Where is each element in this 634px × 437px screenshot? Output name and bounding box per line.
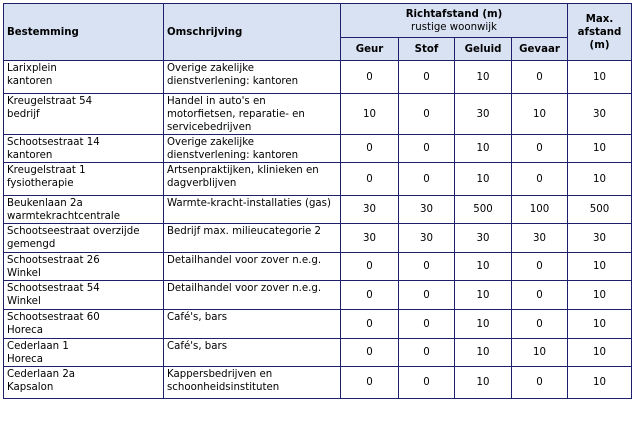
cell-stof: 30 [399, 224, 455, 253]
table-row [4, 61, 632, 94]
cell-geur: 0 [341, 135, 399, 163]
header-omschrijving: Omschrijving [164, 4, 341, 61]
bestemming-type: Kapsalon [7, 382, 54, 393]
bestemming-type: bedrijf [7, 109, 40, 120]
table-row [4, 310, 632, 339]
header-stof: Stof [399, 38, 455, 61]
cell-stof: 0 [399, 94, 455, 135]
distance-table [3, 3, 632, 399]
cell-bestemming [4, 367, 164, 399]
cell-omschrijving: Kappersbedrijven en schoonheidsinstituten [164, 367, 341, 399]
cell-bestemming [4, 281, 164, 310]
cell-gevaar: 10 [512, 94, 568, 135]
cell-stof: 0 [399, 163, 455, 196]
cell-gevaar: 0 [512, 310, 568, 339]
cell-bestemming [4, 61, 164, 94]
header-richtafstand-subtitle: rustige woonwijk [411, 21, 497, 33]
cell-bestemming [4, 135, 164, 163]
cell-omschrijving: Overige zakelijke dienstverlening: kantoren [164, 135, 341, 163]
bestemming-location: Kreugelstraat 54 [7, 96, 93, 107]
cell-geluid: 500 [455, 196, 512, 224]
cell-max: 10 [568, 163, 632, 196]
cell-bestemming [4, 196, 164, 224]
cell-omschrijving: Detailhandel voor zover n.e.g. [164, 281, 341, 310]
cell-bestemming [4, 253, 164, 281]
cell-geluid: 10 [455, 253, 512, 281]
header-gevaar: Gevaar [512, 38, 568, 61]
cell-geluid: 10 [455, 310, 512, 339]
cell-geluid: 10 [455, 339, 512, 367]
header-richtafstand [341, 4, 568, 38]
cell-geur: 0 [341, 61, 399, 94]
bestemming-location: Kreugelstraat 1 [7, 165, 86, 176]
bestemming-location: Larixplein [7, 63, 57, 74]
cell-geur: 0 [341, 339, 399, 367]
cell-gevaar: 100 [512, 196, 568, 224]
bestemming-location: Schootsestraat 54 [7, 283, 100, 294]
cell-stof: 0 [399, 281, 455, 310]
header-row-1 [4, 4, 632, 38]
cell-bestemming [4, 94, 164, 135]
cell-geur: 0 [341, 367, 399, 399]
cell-max: 10 [568, 281, 632, 310]
bestemming-location: Schootsestraat 26 [7, 255, 100, 266]
cell-stof: 0 [399, 310, 455, 339]
table-row [4, 196, 632, 224]
cell-geur: 0 [341, 163, 399, 196]
header-bestemming: Bestemming [4, 4, 164, 61]
cell-gevaar: 0 [512, 367, 568, 399]
cell-geluid: 30 [455, 94, 512, 135]
header-geluid: Geluid [455, 38, 512, 61]
bestemming-location: Schootseestraat overzijde [7, 226, 140, 237]
bestemming-type: gemengd [7, 239, 56, 250]
bestemming-location: Schootsestraat 60 [7, 312, 100, 323]
cell-omschrijving: Detailhandel voor zover n.e.g. [164, 253, 341, 281]
bestemming-type: Winkel [7, 296, 41, 307]
bestemming-location: Cederlaan 1 [7, 341, 69, 352]
cell-gevaar: 30 [512, 224, 568, 253]
bestemming-type: Winkel [7, 268, 41, 279]
cell-omschrijving: Café's, bars [164, 339, 341, 367]
header-max-afstand: Max. afstand (m) [568, 4, 632, 61]
cell-geur: 0 [341, 281, 399, 310]
bestemming-type: kantoren [7, 150, 53, 161]
bestemming-location: Beukenlaan 2a [7, 198, 83, 209]
header-richtafstand-title: Richtafstand (m) [405, 8, 503, 20]
cell-geur: 10 [341, 94, 399, 135]
table-row [4, 135, 632, 163]
cell-gevaar: 0 [512, 61, 568, 94]
header-geur: Geur [341, 38, 399, 61]
cell-omschrijving: Bedrijf max. milieucategorie 2 [164, 224, 341, 253]
cell-gevaar: 10 [512, 339, 568, 367]
table-row [4, 94, 632, 135]
cell-omschrijving: Café's, bars [164, 310, 341, 339]
cell-max: 10 [568, 253, 632, 281]
cell-geluid: 30 [455, 224, 512, 253]
cell-omschrijving: Warmte-kracht-installaties (gas) [164, 196, 341, 224]
cell-max: 10 [568, 367, 632, 399]
cell-geur: 0 [341, 310, 399, 339]
bestemming-location: Cederlaan 2a [7, 369, 76, 380]
cell-stof: 0 [399, 61, 455, 94]
cell-geur: 30 [341, 224, 399, 253]
cell-gevaar: 0 [512, 163, 568, 196]
table-body [4, 61, 632, 399]
cell-max: 30 [568, 224, 632, 253]
cell-stof: 30 [399, 196, 455, 224]
cell-bestemming [4, 310, 164, 339]
cell-max: 500 [568, 196, 632, 224]
cell-max: 10 [568, 310, 632, 339]
bestemming-type: warmtekrachtcentrale [7, 211, 121, 222]
cell-bestemming [4, 163, 164, 196]
cell-max: 30 [568, 94, 632, 135]
cell-geur: 30 [341, 196, 399, 224]
cell-max: 10 [568, 135, 632, 163]
cell-gevaar: 0 [512, 281, 568, 310]
cell-gevaar: 0 [512, 135, 568, 163]
bestemming-type: fysiotherapie [7, 178, 74, 189]
cell-stof: 0 [399, 135, 455, 163]
bestemming-location: Schootsestraat 14 [7, 137, 100, 148]
cell-gevaar: 0 [512, 253, 568, 281]
cell-geluid: 10 [455, 61, 512, 94]
cell-omschrijving: Handel in auto's en motorfietsen, reparatie- en servicebedrijven [164, 94, 341, 135]
cell-bestemming [4, 224, 164, 253]
cell-geluid: 10 [455, 163, 512, 196]
table-row [4, 367, 632, 399]
cell-stof: 0 [399, 339, 455, 367]
table-row [4, 281, 632, 310]
table-row [4, 163, 632, 196]
cell-stof: 0 [399, 253, 455, 281]
bestemming-type: kantoren [7, 76, 53, 87]
cell-geluid: 10 [455, 135, 512, 163]
cell-omschrijving: Artsenpraktijken, klinieken en dagverblijven [164, 163, 341, 196]
bestemming-type: Horeca [7, 354, 43, 365]
cell-geluid: 10 [455, 281, 512, 310]
bestemming-type: Horeca [7, 325, 43, 336]
cell-omschrijving: Overige zakelijke dienstverlening: kantoren [164, 61, 341, 94]
cell-max: 10 [568, 61, 632, 94]
cell-max: 10 [568, 339, 632, 367]
cell-geluid: 10 [455, 367, 512, 399]
cell-geur: 0 [341, 253, 399, 281]
table-row [4, 339, 632, 367]
table-row [4, 253, 632, 281]
table-row [4, 224, 632, 253]
cell-stof: 0 [399, 367, 455, 399]
cell-bestemming [4, 339, 164, 367]
